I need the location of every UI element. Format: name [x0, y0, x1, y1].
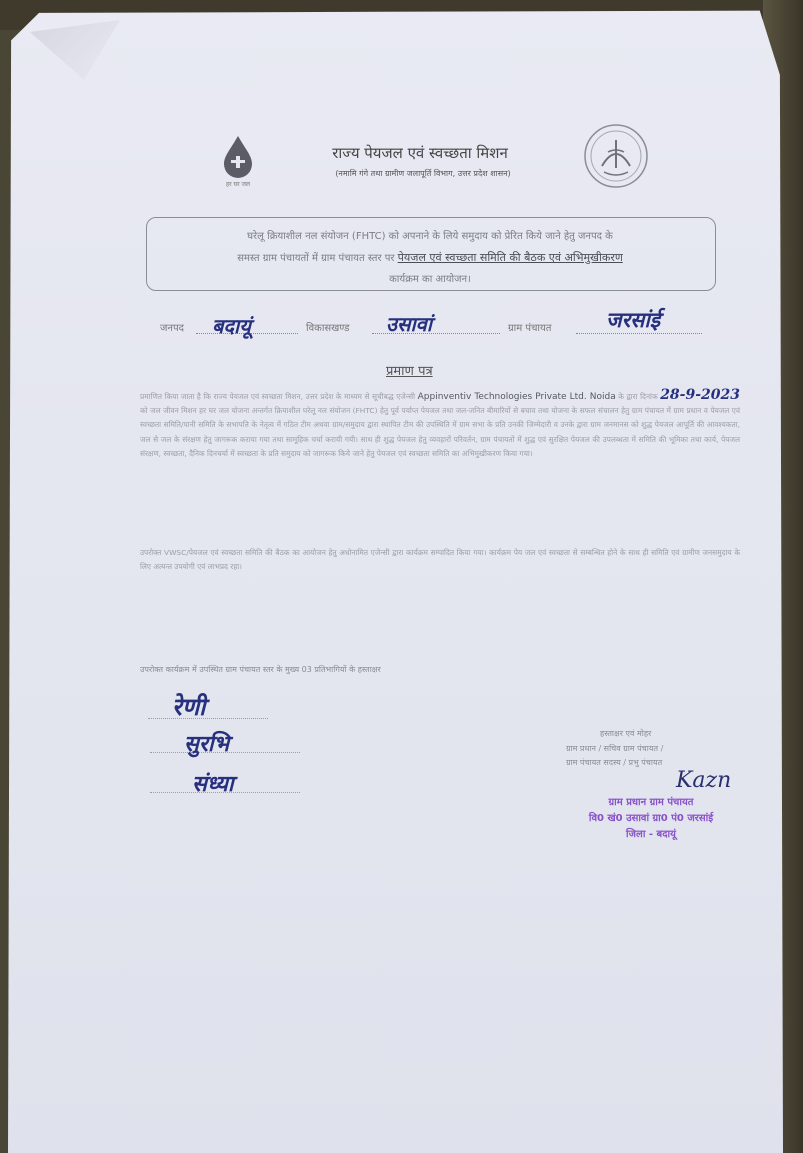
- panchayat-value: जरसांई: [606, 307, 661, 332]
- signatory-role-2: ग्राम पंचायत सदस्य / प्रभु पंचायत: [566, 758, 663, 767]
- attendee-signature-3: संध्या: [192, 771, 234, 797]
- program-banner-text: [156, 226, 704, 290]
- para1-start: प्रमाणित किया जाता है कि राज्य पेयजल एवं स्वच्छता मिशन, उत्तर प्रदेश के माध्यम से सूचीबद्ध एजेन्सी: [140, 392, 416, 401]
- water-drop-logo-icon: [212, 132, 264, 190]
- banner-line-2-underlined: पेयजल एवं स्वच्छता समिति की बैठक एवं अभिमुखीकरण: [397, 251, 623, 264]
- banner-line-2-plain: समस्त ग्राम पंचायतों में ग्राम पंचायत स्तर पर: [237, 253, 395, 264]
- district-label: जनपद: [160, 323, 184, 334]
- event-date-value: 28-9-2023: [660, 387, 740, 403]
- stamp-line-3: जिला - बदायूं: [626, 829, 676, 840]
- certificate-paragraph-2: उपरोक्त VWSC/पेयजल एवं स्वच्छता समिति की बैठक का आयोजन हेतु अधोनामित एजेन्सी द्वारा कार्यक्रम सम्पादित किया गया। कार्यक्रम पेय जल एवं स्वच्छता से सम्बन्धित होने के साथ ही समिति एवं ग्रामीण जनसमुदाय के लिए अत्यन्त उपयोगी एवं लाभप्रद रहा।: [140, 548, 740, 572]
- left-emblem-caption: हर घर जल: [226, 181, 250, 188]
- certificate-title: प्रमाण पत्र: [386, 364, 433, 379]
- stamp-line-1: ग्राम प्रधान ग्राम पंचायत: [608, 797, 694, 808]
- attendee-signature-1: रेणी: [172, 692, 206, 721]
- agency-name: Appinventiv Technologies Private Ltd. Noida: [417, 392, 616, 402]
- official-signature: Kazn: [676, 768, 732, 793]
- banner-line-3: कार्यक्रम का आयोजन।: [389, 274, 471, 285]
- official-stamp: [556, 795, 746, 843]
- certificate-paragraph-1: [140, 388, 740, 461]
- attendee-line-1: [148, 718, 268, 719]
- org-title: राज्य पेयजल एवं स्वच्छता मिशन: [332, 144, 508, 162]
- org-subtitle: (नमामि गंगे तथा ग्रामीण जलापूर्ति विभाग, उत्तर प्रदेश शासन): [335, 169, 511, 178]
- attendees-caption: उपरोक्त कार्यक्रम में उपस्थित ग्राम पंचायत स्तर के मुख्य 03 प्रतिभागियों के हस्ताक्षर: [140, 665, 381, 674]
- block-value: उसावां: [386, 312, 432, 336]
- para1-rest: को जल जीवन मिशन हर घर जल योजना अन्तर्गत क्रियाशील घरेलू नल संयोजन (FHTC) हेतु पूर्व पर्याप्त पेयजल तथा जल-जनित बीमारियों से बचाव तथा योजना के सफल संचालन हेतु ग्राम पंचायत में ग्राम प्रधान व पेयजल एवं स्वच्छता समिति/पानी समिति के सभापति के नेतृत्व में गठित टीम अथवा ग्राम/समुदाय द्वारा स्थापित टीम की उपस्थिति में ग्राम सभा के प्रति उनकी जिम्मेदारी व उनके द्वारा ग्राम जनमानस को शुद्ध पेयजल आपूर्ति की आवश्यकता, जल से जल के संरक्षण हेतु जागरूक कराया गया तथा सामूहिक चर्चा करायी गयी। साथ ही शुद्ध पेयजल हेतु व्यवहारों परिवर्तन, ग्राम पंचायतों में शुद्ध एवं सुरक्षित पेयजल की उपलब्धता में समिति की भूमिका तथा कार्य, पेयजल संरक्षण, स्वच्छता, दैनिक दिनचर्या में स्वच्छता के प्रति समुदाय को जागरूक किये जाने हेतु पेयजल एवं स्वच्छता समिति का अभिमुखीकरण किया गया।: [140, 406, 740, 458]
- para1-mid: के द्वारा दिनांक: [618, 392, 658, 401]
- banner-line-2: [156, 247, 704, 269]
- state-seal-icon: [582, 122, 650, 190]
- signatory-caption: हस्ताक्षर एवं मोहर: [600, 729, 652, 738]
- signatory-role-1: ग्राम प्रधान / सचिव ग्राम पंचायत /: [566, 744, 664, 753]
- stamp-line-2: वि0 खं0 उसावां ग्रा0 पं0 जरसांई: [588, 813, 714, 824]
- block-label: विकासखण्ड: [306, 323, 350, 334]
- panchayat-label: ग्राम पंचायत: [508, 323, 552, 334]
- district-value: बदायूं: [212, 314, 251, 338]
- banner-line-1: घरेलू क्रियाशील नल संयोजन (FHTC) को अपनाने के लिये समुदाय को प्रेरित किये जाने हेतु जनपद के: [247, 231, 613, 242]
- attendee-signature-2: सुरभि: [184, 731, 230, 757]
